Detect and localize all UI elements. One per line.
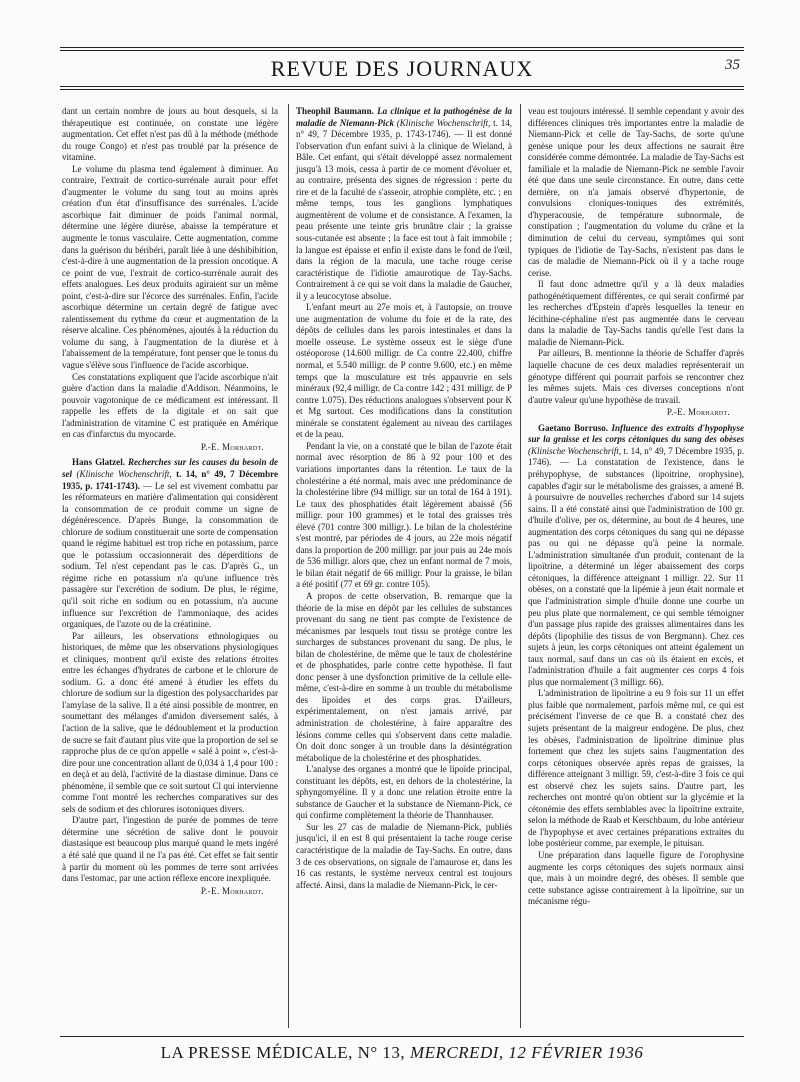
paragraph: L'analyse des organes a montré que le lipoïde principal, constituant les dépôts, est, en dehors de la cholestérine, la sphyngomyéline. Il y a donc une relation étroite entre la substance de Gaucher et la substance de Niemann-Pick, ce qui confirme complètement la théorie de Thannhauser. (296, 764, 512, 821)
footer-date: MERCREDI, 12 FÉVRIER 1936 (409, 1043, 644, 1062)
column-2 (296, 106, 512, 891)
running-title: REVUE DES JOURNAUX (270, 56, 534, 81)
column-separator-2 (520, 104, 521, 1028)
page-number: 35 (725, 57, 740, 73)
article-author: Hans Glatzel. (72, 457, 125, 468)
signature: P.-E. Morhardt. (666, 407, 730, 418)
paragraph: Une préparation dans laquelle figure de l'orophysine augmente les corps cétoniques des sujets normaux ainsi que, mais à un moindre degré, des obèses. Il semble que cette substance agisse contrairement à la lipoïtrine, sur un mécanisme régu- (528, 850, 744, 907)
article-journal: (Klinische Wochenschrift, (528, 445, 622, 456)
signature: P.-E. Morhardt. (200, 441, 264, 452)
page-header (60, 55, 744, 83)
article-title: La clinique et la pathogénèse de la maladie de Niemann-Pick (296, 106, 512, 128)
article-journal: (Klinische Wochenschrift, (76, 468, 172, 479)
article-reference: t. 14, n° 49, 7 Décembre 1935, p. 1741-1743). (62, 468, 278, 491)
footer-journal: LA PRESSE MÉDICALE, N° 13, (160, 1043, 406, 1062)
footer-rule (60, 1036, 744, 1037)
article-title: Recherches sur les causes du besoin de sel (62, 457, 278, 479)
paragraph: L'enfant meurt au 27e mois et, à l'autopsie, on trouve une augmentation de volume du foie et de la rate, des dépôts de cellules dans les parois intestinales et dans la moelle osseuse. Le système osseux est le siège d'une ostéoporose (14.600 milligr. de Ca contre 22.400, chiffre normal, et 5.540 milligr. de P contre 9.600, etc.) en même temps que la musculature est très appauvrie en sels minéraux (92,4 milligr. de Ca contre 142 ; 431 milligr. de P contre 1.075). Des réductions analogues s'observent pour K et Mg surtout. Ces modifications dans la constitution minérale se constatent également au niveau des cartilages et de la peau. (296, 302, 512, 440)
article-journal: (Klinische Wochenschrift, (396, 117, 491, 128)
paragraph: L'administration de lipoïtrine a eu 9 fois sur 11 un effet plus faible que normalement, parfois même nul, ce qui est précisément l'inverse de ce que B. a constaté chez des sujets présentant de la maigreur endogène. De plus, chez les obèses, l'administration de lipoïtrine diminue plus fortement que chez les sujets sains l'augmentation des corps cétoniques observée après repas de graisses, la différence atteignant 3 milligr. 59, c'est-à-dire 3 fois ce qui est observé chez les sujets sains. D'autre part, les recherches ont montré qu'on obtient sur la glycémie et la cétonémie des effets semblables avec la lipoïtrine extraite, selon la méthode de Raab et Kerschbaum, du lobe antérieur de l'hypophyse et avec certaines préparations extraites du lobe postérieur comme, par exemple, le pituisan. (528, 688, 744, 849)
article-heading (62, 457, 278, 630)
paragraph: Par ailleurs, B. mentionne la théorie de Schaffer d'après laquelle chacune de ces deux maladies représenterait un génotype différent qui pourrait parfois se rencontrer chez les mêmes sujets. Mais ces diverses conceptions n'ont d'autre valeur qu'une hypothèse de travail. (528, 348, 744, 405)
column-3 (528, 106, 744, 908)
header-rule (60, 86, 744, 87)
paragraph: dant un certain nombre de jours au bout desquels, si la thérapeutique est continuée, on constate une légère augmentation. Cet effet n'est pas dû à la méthode (méthode du rouge Congo) et n'est pas troublé par la présence de vitamine. (62, 106, 278, 163)
paragraph: — Le sel est vivement combattu par les réformateurs en matière d'alimentation qui considèrent la consommation de ce produit comme un signe de dégénérescence. D'après Bunge, la consommation de chlorure de sodium constituerait une sorte de compensation quand le régime habituel est trop riche en potassium, parce que le potassium occasionnerait des déperditions de sodium. Tel n'est cependant pas le cas. D'après G., un régime riche en potassium n'a qu'une influence très passagère sur l'excrétion de sodium. De plus, le régime, qu'il soit riche en sodium ou en potassium, n'a aucune influence sur l'excrétion de l'ammoniaque, des acides organiques, de l'azote ou de la créatinine. (62, 480, 278, 630)
paragraph: — La constatation de l'existence, dans le préhypophyse, de substances (lipoitrine, orophysine), capables d'agir sur le métabolisme des graisses, a amené B. à poursuivre de nouvelles recherches d'abord sur 14 sujets sains. Il a été constaté ainsi que l'administration de 100 gr. d'huile d'olive, per os, détermine, au bout de 4 heures, une augmentation des corps cétoniques du sang qui ne dépasse pas ou qui ne dépasse qu'à peine la normale. L'administration simultanée d'un produit, contenant de la lipoïtrine, a déterminé un léger abaissement des corps cétoniques, la différence atteignant 1 milligr. 22. Sur 11 obèses, on a constaté que la lipémie à jeun était normale et que l'administration simple d'huile donne une courbe un peu plus plate que normalement, ce qui semble témoigner d'un passage plus rapide des graisses alimentaires dans les dépôts (lipophilie des tissus de von Bergmann). Chez ces sujets à jeun, les corps cétoniques ont atteint également un taux normal, sauf dans un cas où ils étaient en excès, et l'administration d'huile a fait augmenter ces corps 4 fois plus que normalement (3 milligr. 66). (528, 457, 744, 687)
paragraph: — Il est donné l'observation d'un enfant suivi à la clinique de Wieland, à Bâle. Cet enfant, qui s'était développé assez normalement jusqu'à 13 mois, cessa à partir de ce moment d'évoluer et, au contraire, présenta des signes de régression : perte du rire et de la faculté de s'asseoir, atrophie complète, etc. ; en même temps, tous les ganglions lymphatiques augmentèrent de volume et de consistance. A l'examen, la peau présente une teinte gris brunâtre clair ; la graisse sous-cutanée est absente ; la face est tout à fait immobile ; la langue est épaisse et enfin il existe dans le fond de l'œil, dans la région de la macula, une tache rouge cerise caractéristique de l'idiotie amaurotique de Tay-Sachs. Contrairement à ce qui se voit dans la maladie de Gaucher, il y a leucocytose absolue. (296, 129, 512, 301)
article-title: Influence des extraits d'hypophyse sur la graisse et les corps cétoniques du sang des obèses (528, 422, 744, 445)
article-author: Theophil Baumann. (296, 106, 374, 116)
paragraph: Le volume du plasma tend également à diminuer. Au contraire, l'extrait de cortico-surrénale aurait pour effet d'augmenter le volume du sang tout au moins après création d'un état d'insuffisance des surrénales. L'acide ascorbique fait diminuer de poids l'animal normal, détermine une légère diurèse, abaisse la température et augmente le tonus vasculaire. Cette augmentation, comme dans la guérison du béribéri, paraît liée à une déshibibition, c'est-à-dire à une augmentation de la pression oncotique. A ce point de vue, l'extrait de cortico-surrénale aurait des effets analogues. Les deux produits agiraient sur un même point, c'est-à-dire sur l'écorce des surrénales. Enfin, l'acide ascorbique détermine un certain degré de fatigue avec ralentissement du rythme du cœur et augmentation de la réserve alcaline. Ces phénomènes, ajoutés à la réduction du volume du sang, à l'augmentation de la diurèse et à l'abaissement de la température, font penser que le tonus du vague s'élève sous l'influence de l'acide ascorbique. (62, 163, 278, 371)
header-rule-2 (60, 89, 744, 90)
article-reference: t. 14, n° 49, 7 Décembre 1935, p. 1743-1746). (296, 117, 512, 140)
article-reference: t. 14, n° 49, 7 Décembre 1935, p. 1746). (528, 445, 745, 468)
paragraph: Sur les 27 cas de maladie de Niemann-Pick, publiés jusqu'ici, il en est 8 qui présentaient la tache rouge cerise caractéristique de la maladie de Tay-Sachs. En outre, dans 3 de ces observations, on signale de l'amaurose et, dans les 16 cas restants, le système nerveux central est toujours affecté. Ainsi, dans la maladie de Niemann-Pick, le cer- (296, 821, 512, 890)
article-heading (528, 423, 744, 689)
article-heading (296, 106, 512, 302)
column-separator-1 (288, 104, 289, 1028)
page-footer (60, 1043, 744, 1063)
paragraph: Ces constatations expliquent que l'acide ascorbique n'ait guère d'action dans la maladie d'Addison. Néanmoins, le pouvoir vagotonique de ce médicament est intéressant. Il rappelle les effets de la digitale et on sait que l'administration de vitamine C est pratiquée en Amérique en cas d'infarctus du myocarde. (62, 371, 278, 440)
paragraph: Il faut donc admettre qu'il y a là deux maladies pathogénétiquement différentes, ce qui serait confirmé par les recherches d'Epstein d'après lesquelles la teneur en lécithine-céphaline n'est pas augmentée dans le cerveau dans la maladie de Tay-Sachs tandis qu'elle l'est dans la maladie de Niemann-Pick. (528, 279, 744, 347)
top-rule-2 (60, 50, 744, 51)
paragraph: Pendant la vie, on a constaté que le bilan de l'azote était normal avec résorption de 86 à 92 pour 100 et des variations importantes dans la rétention. Le taux de la cholestérine a été normal, mais avec une prédominance de la cholestérine libre (94 milligr. sur un total de 164 à 191). Le taux des phosphatides était légèrement abaissé (56 milligr. pour 100 grammes) et le total des graisses très élevé (701 contre 300 milligr.). Le bilan de la cholestérine s'est montré, par périodes de 4 jours, au 22e mois négatif dans la proportion de 200 milligr. par jour puis au 24e mois de 536 milligr. alors que, chez un enfant normal de 7 mois, le bilan était négatif de 66 milligr. Pour la graisse, le bilan a été positif (77 et 69 gr. contre 105). (296, 440, 512, 590)
top-rule (60, 47, 744, 48)
paragraph: D'autre part, l'ingestion de purée de pommes de terre détermine une sécrétion de salive dont le pouvoir diastasique est beaucoup plus marqué quand le mets ingéré a été salé que quand il ne l'a pas été. Cet effet se fait sentir à partir du moment où les pommes de terre sont arrivées dans l'estomac, par une action réflexe encore inexpliquée. (62, 815, 278, 884)
column-1 (62, 106, 278, 901)
paragraph: A propos de cette observation, B. remarque que la théorie de la mise en dépôt par les cellules de substances provenant du sang ne tient pas compte de l'existence de mécanismes par lesquels tout tissu se protège contre les surcharges de substances provenant du sang. De plus, le bilan de cholestérine, de même que le taux de cholestérine et de phosphatides, parle contre cette hypothèse. Il faut donc penser à une dysfonction primitive de la cellule elle-même, c'est-à-dire en somme à un trouble du métabolisme des lipoïdes et des corps gras. D'ailleurs, expérimentalement, on n'est jamais arrivé, par administration de cholestérine, à faire apparaître des lésions comme celles qui s'observent dans cette maladie. On doit donc songer à un trouble dans la désintégration métabolique de la cholestérine et des phosphatides. (296, 590, 512, 763)
article-author: Gaetano Borruso. (538, 422, 609, 433)
signature: P.-E. Morhardt. (200, 885, 264, 896)
paragraph: veau est toujours intéressé. Il semble cependant y avoir des différences cliniques très importantes entre la maladie de Niemann-Pick et celle de Tay-Sachs, de sorte qu'une genèse unique pour les deux affections ne saurait être considérée comme démontrée. La maladie de Tay-Sachs est familiale et la maladie de Niemann-Pick ne semble l'avoir été que dans une seule circonstance. En outre, dans cette dernière, on n'a jamais observé d'hypertonie, de convulsions cloniques-toniques des extrémités, d'hyperacousie, de température subnormale, de constipation ; l'augmentation du volume du crâne et la diminution de celui du cerveau, symptômes qui sont typiques de l'idiotie de Tay-Sachs, n'existent pas dans le cas de maladie de Niemann-Pick où il y a tache rouge cerise. (528, 106, 744, 278)
paragraph: Par ailleurs, les observations ethnologiques ou historiques, de même que les observations physiologiques et cliniques, montrent qu'il existe des relations étroites entre les échanges d'hydrates de carbone et le chlorure de sodium. G. a donc été amené à étudier les effets du chlorure de sodium sur la digestion des polysaccharides par l'amylase de la salive. Il a été ainsi possible de montrer, en soumettant des mélanges d'amidon diversement salés, à l'action de la salive, que le dédoublement et la production de sucre se fait d'autant plus vite que la proportion de sel se rapproche plus de ce qu'on appelle « salé à point », c'est-à-dire pour une concentration allant de 0,034 à 1,4 pour 100 : en deçà et au delà, l'activité de la diastase diminue. Dans ce phénomène, il semble que ce soit surtout Cl qui intervienne comme l'ont montré les recherches comparatives sur des sels de sodium et des chlorures isotoniques divers. (62, 630, 278, 814)
